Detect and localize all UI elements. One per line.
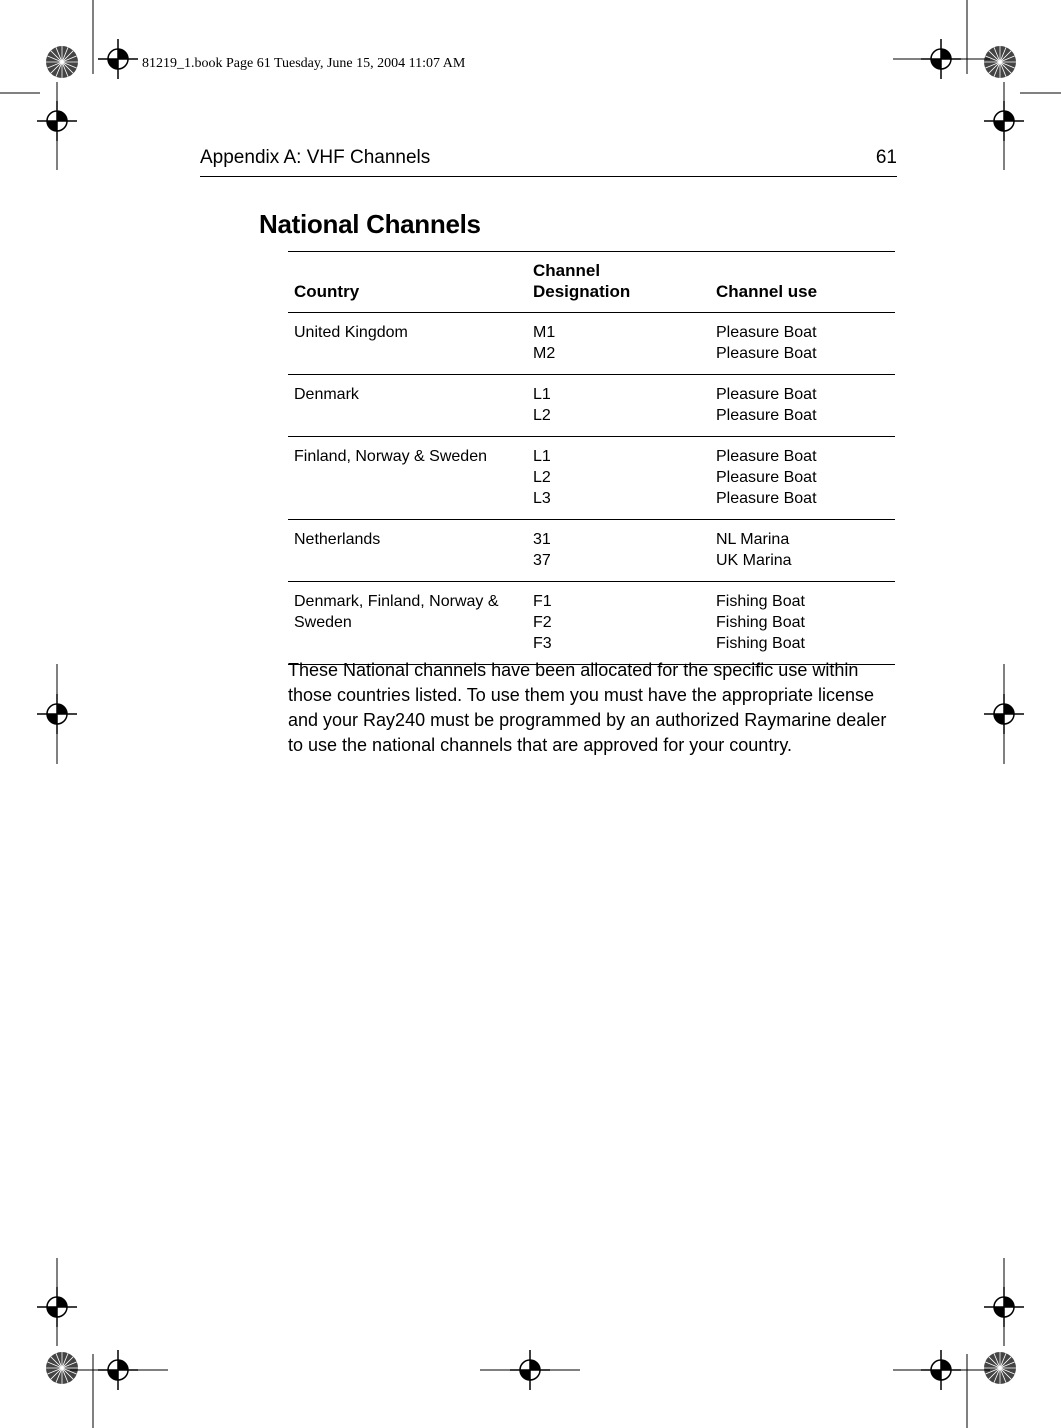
print-slug-line: 81219_1.book Page 61 Tuesday, June 15, 2004 11:07 AM <box>142 56 466 71</box>
chapter-title: Appendix A: VHF Channels <box>200 147 431 168</box>
channel-use-cell: NL Marina UK Marina <box>710 520 895 582</box>
country-cell: Finland, Norway & Sweden <box>288 437 527 520</box>
body-paragraph: These National channels have been allocated for the specific use within those countries listed. To use them you must have the appropriate license and your Ray240 must be programmed by an authorized Raymarine dealer to use the national channels that are approved for your country. <box>288 660 887 755</box>
channel-use-cell: Pleasure Boat Pleasure Boat <box>710 375 895 437</box>
designation-cell: 31 37 <box>527 520 710 582</box>
channel-use-cell: Pleasure Boat Pleasure Boat Pleasure Boat <box>710 437 895 520</box>
registration-mark-icon <box>98 39 138 79</box>
color-bar-top-left-icon <box>46 46 78 78</box>
designation-cell: L1 L2 <box>527 375 710 437</box>
designation-cell: M1 M2 <box>533 324 556 362</box>
channel-use-cell: Pleasure Boat Pleasure Boat <box>716 324 817 362</box>
table-row <box>288 582 895 665</box>
table-header-row <box>288 252 895 313</box>
table-row <box>288 520 895 582</box>
table-row <box>288 437 895 520</box>
section-title: National Channels <box>259 209 481 239</box>
country-cell: Denmark, Finland, Norway & Sweden <box>288 582 527 665</box>
table-row <box>288 313 895 375</box>
country-cell: Netherlands <box>288 520 527 582</box>
column-header-designation: Channel Designation <box>527 252 710 313</box>
column-header-channel-use: Channel use <box>710 252 895 313</box>
designation-cell: L1 L2 L3 <box>527 437 710 520</box>
national-channels-table <box>288 251 895 665</box>
channel-use-cell: Fishing Boat Fishing Boat Fishing Boat <box>710 582 895 665</box>
color-bar-bottom-left-icon <box>46 1352 78 1384</box>
column-header-country: Country <box>288 252 527 313</box>
table-row <box>288 375 895 437</box>
running-header <box>200 147 897 177</box>
country-cell: United Kingdom <box>294 324 408 341</box>
designation-cell: F1 F2 F3 <box>527 582 710 665</box>
color-bar-bottom-right-icon <box>984 1352 1016 1384</box>
color-bar-top-right-icon <box>984 46 1016 78</box>
page-number: 61 <box>875 147 897 168</box>
country-cell: Denmark <box>288 375 527 437</box>
